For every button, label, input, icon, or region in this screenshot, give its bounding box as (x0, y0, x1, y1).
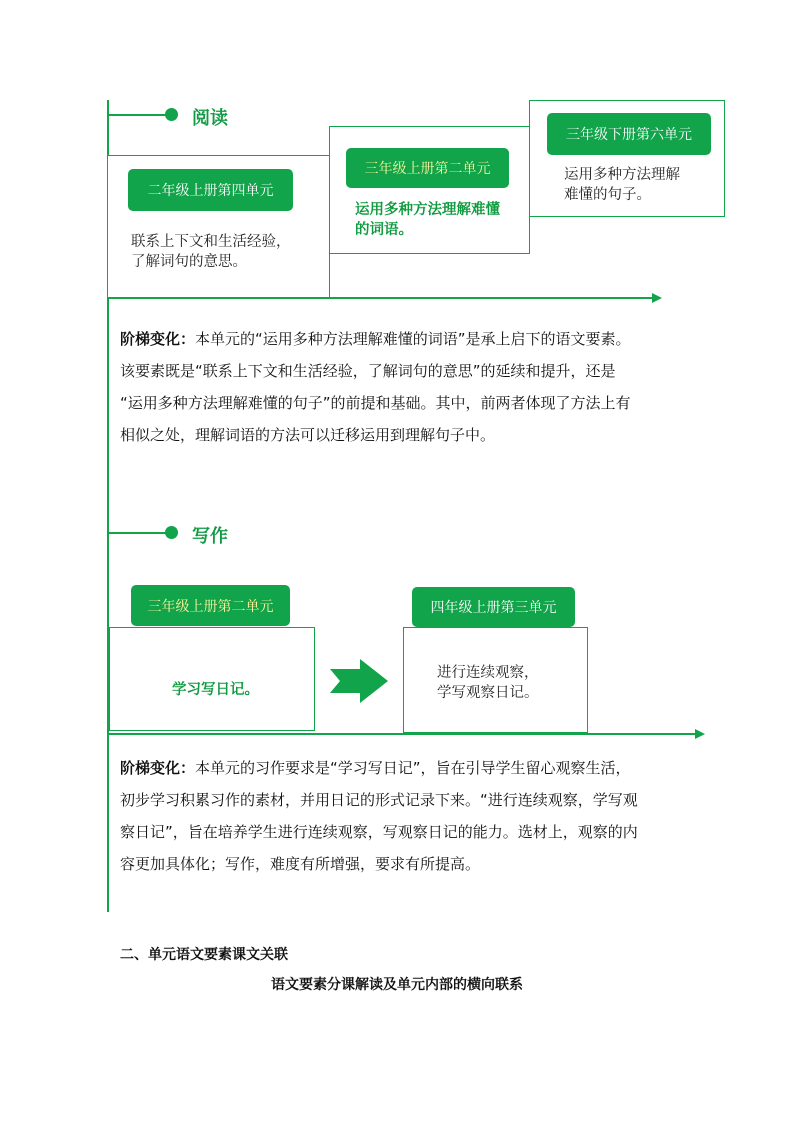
reading-box-grade3-vol1-unit2 (329, 126, 530, 254)
writing-change-paragraph: 阶梯变化：本单元的习作要求是“学习写日记”，旨在引导学生留心观察生活， 初步学习积累习作的素材，并用日记的形式记录下来。“进行连续观察，学写观 察日记”，旨在培养学生进行连续观察，写观察日记的能力。选材上，观察的内 容更加具体化；写作，难度有所增强，要求有所提高。 (120, 759, 638, 873)
reading-bullet-dot (165, 108, 178, 121)
reading-horizontal-axis (107, 297, 652, 299)
reading-change-paragraph: 阶梯变化：本单元的“运用多种方法理解难懂的词语”是承上启下的语文要素。 该要素既是“联系上下文和生活经验，了解词句的意思”的延续和提升，还是 “运用多种方法理解难懂的句子”的前提和基础。其中，前两者体现了方法上有 相似之处，理解词语的方法可以迁移运用到理解句子中。 (120, 330, 631, 444)
writing-axis-arrowhead (695, 729, 705, 739)
reading-tag-grade2-vol1-unit4: 二年级上册第四单元 (128, 169, 293, 211)
section-two-subheading: 语文要素分课解读及单元内部的横向联系 (271, 977, 523, 993)
writing-title: 写作 (192, 526, 228, 547)
reading-title: 阅读 (192, 108, 228, 129)
progression-arrow-icon (330, 659, 390, 703)
reading-tag-grade3-vol1-unit2: 三年级上册第二单元 (346, 148, 509, 188)
section-two-heading: 二、单元语文要素课文关联 (120, 947, 288, 963)
reading-text-grade3-vol2-unit6: 运用多种方法理解 难懂的句子。 (564, 167, 680, 203)
writing-text-grade4-vol1-unit3: 进行连续观察， 学写观察日记。 (437, 665, 539, 701)
reading-box-grade3-vol2-unit6 (529, 100, 725, 217)
writing-box-grade3-vol1-unit2 (109, 627, 315, 731)
writing-horizontal-axis (107, 733, 695, 735)
reading-box-grade2-vol1-unit4 (107, 155, 330, 298)
writing-change-label: 阶梯变化： (120, 759, 196, 777)
reading-tag-grade3-vol2-unit6: 三年级下册第六单元 (547, 113, 711, 155)
reading-connector-line (107, 114, 169, 116)
reading-axis-arrowhead (652, 293, 662, 303)
writing-text-grade3-vol1-unit2: 学习写日记。 (172, 682, 259, 698)
writing-box-grade4-vol1-unit3 (403, 627, 588, 733)
writing-tag-grade4-vol1-unit3: 四年级上册第三单元 (412, 587, 575, 627)
reading-text-grade2-vol1-unit4: 联系上下文和生活经验， 了解词句的意思。 (131, 234, 291, 270)
reading-text-grade3-vol1-unit2: 运用多种方法理解难懂 的词语。 (355, 202, 500, 238)
writing-bullet-dot (165, 526, 178, 539)
writing-tag-grade3-vol1-unit2: 三年级上册第二单元 (131, 585, 290, 626)
writing-connector-line (107, 532, 169, 534)
reading-change-label: 阶梯变化： (120, 330, 196, 348)
